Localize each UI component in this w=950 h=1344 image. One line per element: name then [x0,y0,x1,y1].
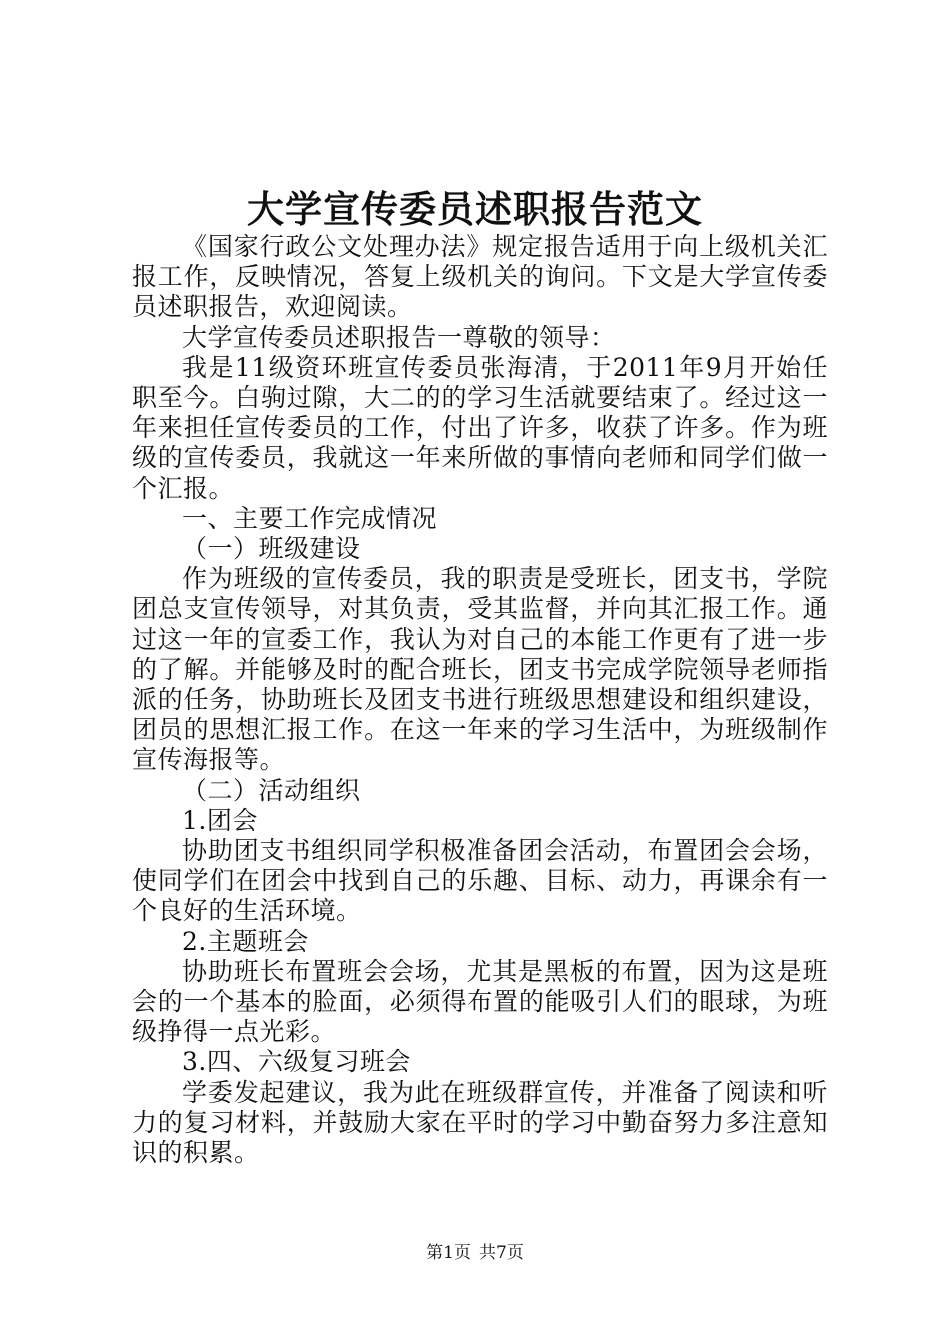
page-total: 共7页 [479,1243,524,1263]
paragraph-self-intro: 我是11级资环班宣传委员张海清，于2011年9月开始任职至今。白驹过隙，大二的的学习生活就要结束了。经过这一年来担任宣传委员的工作，付出了许多，收获了许多。作为班级的宣传委员，我就这一年来所做的事情向老师和同学们做一个汇报。 [132,352,828,503]
document-body [132,232,828,1168]
document-title: 大学宣传委员述职报告范文 [247,187,703,231]
item-heading-cet-review: 3.四、六级复习班会 [182,1047,411,1077]
paragraph-league-meeting: 协助团支书组织同学积极准备团会活动，布置团会会场，使同学们在团会中找到自己的乐趣、目标、动力，再课余有一个良好的生活环境。 [132,836,828,926]
paragraph-salutation: 大学宣传委员述职报告一尊敬的领导： [182,322,616,352]
section-heading-main-work: 一、主要工作完成情况 [182,503,438,533]
paragraph-cet-review: 学委发起建议，我为此在班级群宣传，并准备了阅读和听力的复习材料，并鼓励大家在平时的学习中勤奋努力多注意知识的积累。 [132,1077,828,1168]
page-footer [0,1241,950,1265]
subsection-heading-activities: （二）活动组织 [182,775,361,805]
subsection-heading-class-building: （一）班级建设 [182,534,361,564]
paragraph-class-building: 作为班级的宣传委员，我的职责是受班长，团支书，学院团总支宣传领导，对其负责，受其监督，并向其汇报工作。通过这一年的宣委工作，我认为对自己的本能工作更有了进一步的了解。并能够及时的配合班长，团支书完成学院领导老师指派的任务，协助班长及团支书进行班级思想建设和组织建设，团员的思想汇报工作。在这一年来的学习生活中，为班级制作宣传海报等。 [132,564,828,775]
page-number: 第1页 [426,1243,471,1263]
paragraph-theme-meeting: 协助班长布置班会会场，尤其是黑板的布置，因为这是班会的一个基本的脸面，必须得布置的能吸引人们的眼球，为班级挣得一点光彩。 [132,956,828,1047]
item-heading-league-meeting: 1.团会 [182,805,258,835]
item-heading-theme-meeting: 2.主题班会 [182,926,309,956]
paragraph-intro: 《国家行政公文处理办法》规定报告适用于向上级机关汇报工作，反映情况，答复上级机关的询问。下文是大学宣传委员述职报告，欢迎阅读。 [132,232,828,322]
